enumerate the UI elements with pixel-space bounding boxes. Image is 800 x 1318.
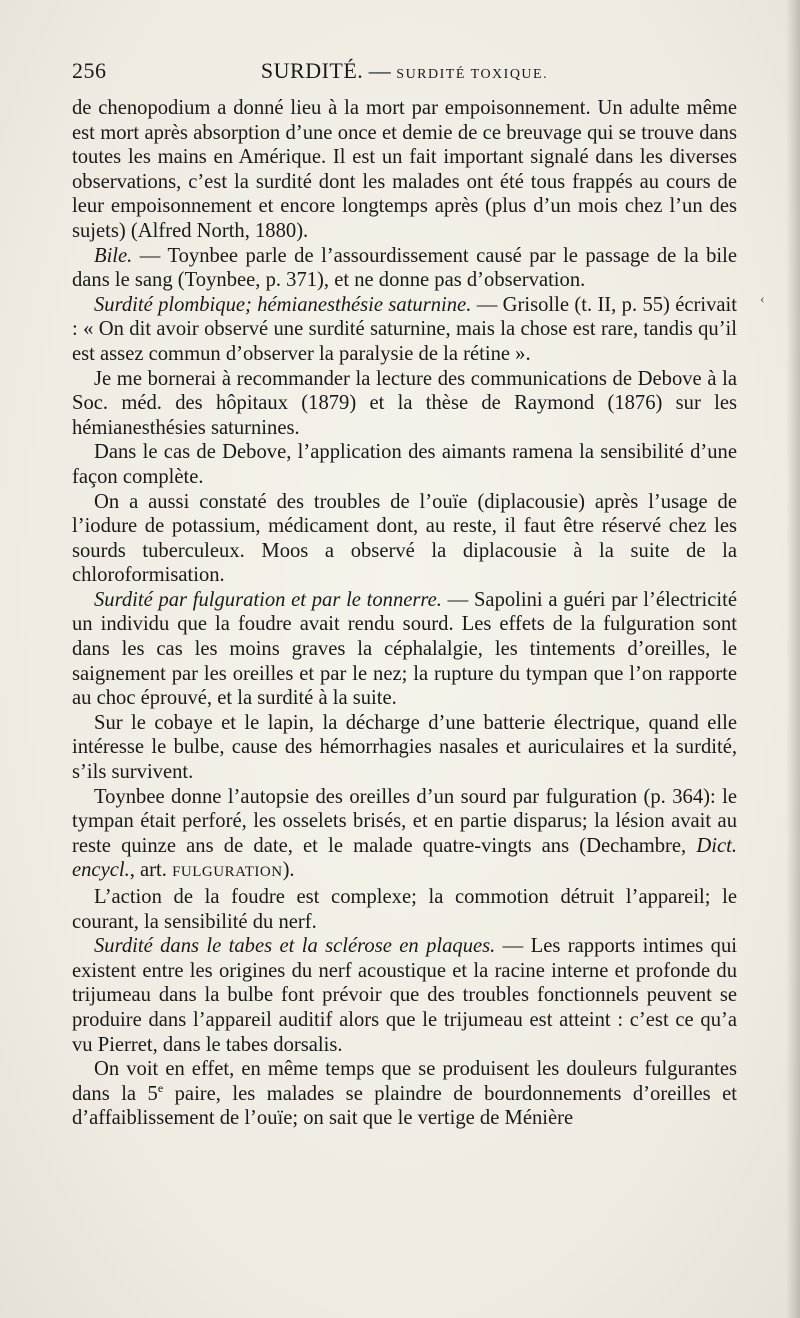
text-run: Sur le cobaye et le lapin, la décharge d’une batterie électrique, quand elle intéresse le bulbe, cause des hémorrhagies nasales et auriculaires et la surdité, s’ils survivent. xyxy=(72,711,737,784)
page-header xyxy=(72,58,737,90)
text-run: , art. xyxy=(129,859,173,882)
paragraph xyxy=(72,96,737,244)
text-run: — Sapolini a guéri par l’électricité un individu que la foudre avait rendu sourd. Les effets de la fulguration sont dans les cas les moins graves la céphalalgie, les tintements d’oreilles, le saignement par les oreilles et par le nez; la rupture du tympan que l’on rapporte au choc éprouvé, et la surdité à la suite. xyxy=(72,588,737,710)
running-title xyxy=(72,58,737,84)
running-title-main: SURDITÉ. xyxy=(260,58,364,83)
body-text xyxy=(72,96,737,1131)
text-run: — Grisolle (t. II, p. 55) écrivait : « On dit avoir observé une surdité saturnine, mais la chose est rare, tandis qu’il est assez commun d’observer la paralysie de la rétine ». xyxy=(72,293,738,365)
page-number: 256 xyxy=(72,58,107,83)
paragraph xyxy=(72,588,737,711)
text-run: — Toynbee parle de l’assourdissement causé par le passage de la bile dans le sang (Toynbee, p. 371), et ne donne pas d’observation. xyxy=(72,244,737,292)
running-title-dash: — xyxy=(363,58,397,83)
paragraph xyxy=(72,244,737,293)
italic-run: Bile. xyxy=(94,244,133,267)
text-run: L’action de la foudre est complexe; la commotion détruit l’appareil; le courant, la sensibilité du nerf. xyxy=(72,886,737,933)
paragraph xyxy=(72,785,737,885)
paragraph xyxy=(72,885,737,934)
text-run: ). xyxy=(282,859,295,882)
text-run: Dans le cas de Debove, l’application des aimants ramena la sensibilité d’une façon complète. xyxy=(72,441,737,488)
text-run: On voit en effet, en même temps que se produisent les douleurs fulgurantes dans la 5 xyxy=(72,1058,737,1105)
superscript-run: e xyxy=(157,1080,164,1095)
text-run: de chenopodium a donné lieu à la mort par empoisonnement. Un adulte même est mort après absorption d’une once et demie de ce breuvage qui se trouve dans toutes les mains en Amérique. Il est un fait important signalé dans les diverses observations, c’est la surdité dont les malades ont été tous frappés au cours de leur empoisonnement et encore longtemps après (plus d’un mois chez l’un des sujets) (Alfred North, 1880). xyxy=(72,97,737,242)
page-edge-shadow xyxy=(786,0,800,1318)
text-run: — Les rapports intimes qui existent entre les origines du nerf acoustique et la racine interne et profonde du trijumeau dans la bulbe font prévoir que des troubles fonctionnels peuvent se produire dans l’appareil auditif alors que le trijumeau est atteint : c’est ce qu’a vu Pierret, dans le tabes dorsalis. xyxy=(72,935,737,1056)
paragraph xyxy=(72,440,737,489)
text-run: Je me bornerai à recommander la lecture des communications de Debove à la Soc. méd. des hôpitaux (1879) et la thèse de Raymond (1876) sur les hémianesthésies saturnines. xyxy=(72,367,737,439)
text-run: Toynbee donne l’autopsie des oreilles d’un sourd par fulguration (p. 364): le tympan était perforé, les osselets brisés, et en partie disparus; la lésion avait au reste quinze ans de date, et le malade quatre-vingts ans (Dechambre, xyxy=(72,785,737,857)
italic-run: Dict. encycl. xyxy=(72,834,737,882)
small-caps-run: FULGURATION xyxy=(172,864,283,881)
text-run: paire, les malades se plaindre de bourdonnements d’oreilles et d’affaiblissement de l’ouïe; on sait que le vertige de Ménière xyxy=(72,1082,737,1130)
paragraph xyxy=(72,934,737,1057)
italic-run: Surdité plombique; hémianesthésie saturnine. xyxy=(94,293,472,316)
italic-run: Surdité par fulguration et par le tonnerre. xyxy=(94,588,442,611)
text-run: On a aussi constaté des troubles de l’ouïe (diplacousie) après l’usage de l’iodure de potassium, médicament dont, au reste, il faut être réservé chez les sourds tuberculeux. Moos a observé la diplacousie à la suite de la chloroformisation. xyxy=(72,490,737,587)
paragraph xyxy=(72,1057,737,1131)
margin-mark: ‹ xyxy=(760,292,765,307)
paragraph xyxy=(72,367,737,441)
paragraph xyxy=(72,490,737,588)
running-title-sub: SURDITÉ TOXIQUE. xyxy=(396,67,549,82)
paragraph xyxy=(72,711,737,785)
italic-run: Surdité dans le tabes et la sclérose en plaques. xyxy=(94,935,496,958)
paragraph xyxy=(72,293,737,367)
